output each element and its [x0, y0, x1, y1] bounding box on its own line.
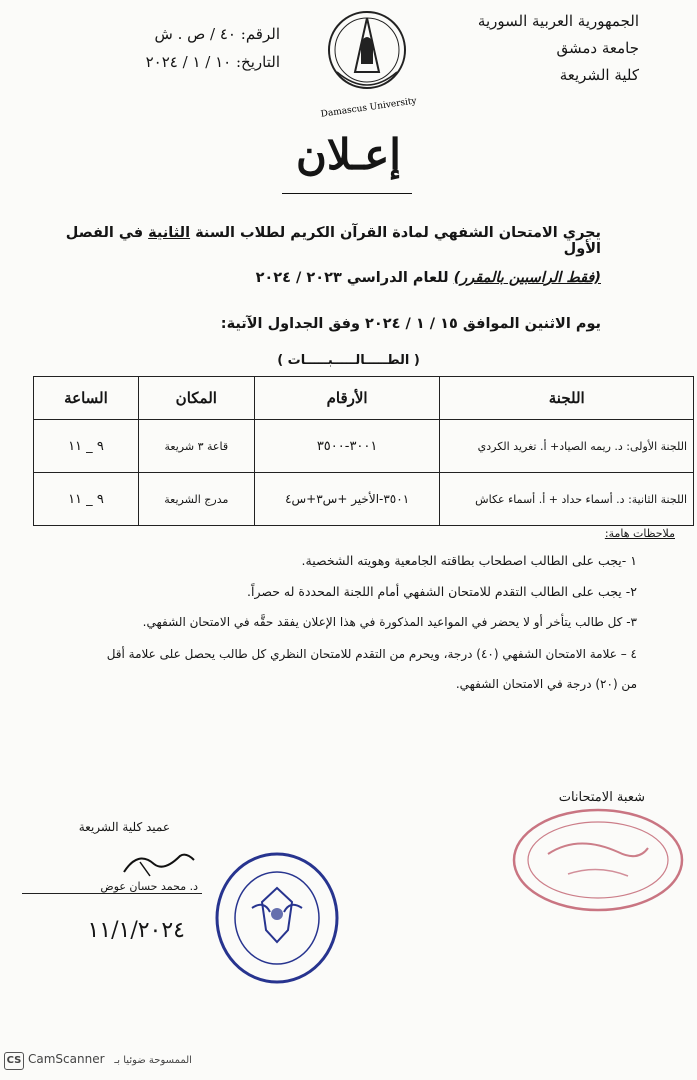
- academic-year: للعام الدراسي ٢٠٢٣ / ٢٠٢٤: [255, 270, 454, 286]
- line1-part-a: يجري الامتحان الشفهي لمادة القرآن الكريم لطلاب السنة: [190, 225, 601, 241]
- students-heading: ( الطـــــالـــــبـــــات ): [277, 353, 420, 368]
- time-cell: ٩ _ ١١: [34, 420, 139, 473]
- notes-heading: ملاحظات هامة:: [604, 527, 675, 540]
- signature-line: [22, 893, 202, 894]
- scanner-watermark: [4, 1052, 244, 1074]
- announcement-line-1: [41, 225, 601, 257]
- exams-department: شعبة الامتحانات: [558, 790, 645, 805]
- ministry-header: [419, 8, 639, 89]
- header-place: المكان: [138, 377, 254, 420]
- dean-title: عميد كلية الشريعة: [78, 820, 170, 834]
- header-numbers: الأرقام: [254, 377, 440, 420]
- country-name: الجمهورية العربية السورية: [477, 12, 639, 30]
- handwritten-date: ١١/١/٢٠٢٤: [87, 918, 185, 943]
- note-item: ٣- كل طالب يتأخر أو لا يحضر في المواعيد المذكورة في هذا الإعلان يفقد حقَّه في الامتحان الشفهي.: [142, 615, 637, 629]
- time-cell: ٩ _ ١١: [34, 473, 139, 526]
- document-date: التاريخ: ١٠ / ١ / ٢٠٢٤: [145, 53, 280, 71]
- reference-block: [80, 20, 280, 76]
- camscanner-icon: CS: [4, 1052, 24, 1070]
- table-header-row: [34, 377, 694, 420]
- dean-name: د. محمد حسان عوض: [100, 880, 198, 893]
- page-title: إعـلان: [296, 130, 401, 179]
- title-underline: [282, 193, 412, 194]
- numbers-cell: ٣٠٠١-٣٥٠٠: [254, 420, 440, 473]
- exam-date-line: يوم الاثنين الموافق ١٥ / ١ / ٢٠٢٤ وفق الجداول الآتية:: [220, 316, 601, 332]
- place-cell: مدرج الشريعة: [138, 473, 254, 526]
- line1-year: الثانية: [148, 225, 191, 241]
- university-logo: [317, 2, 421, 122]
- note-item: ٤ – علامة الامتحان الشفهي (٤٠) درجة، ويحرم من التقدم للامتحان النظري كل طالب يحصل على علامة أقل: [106, 647, 637, 661]
- header-time: الساعة: [34, 377, 139, 420]
- logo-caption: Damascus University: [320, 96, 418, 120]
- scanner-caption: الممسوحة ضوئيا بـ: [114, 1055, 192, 1066]
- exams-stamp: [508, 804, 688, 916]
- failed-only-note: (فقط الراسبين بالمقرر): [453, 270, 601, 286]
- table-row: [34, 473, 694, 526]
- place-cell: قاعة ٣ شريعة: [138, 420, 254, 473]
- announcement-line-2: [41, 270, 601, 286]
- university-name: جامعة دمشق: [556, 39, 639, 57]
- faculty-name: كلية الشريعة: [559, 66, 639, 84]
- scanner-name: CamScanner: [28, 1052, 105, 1066]
- note-item: ٢- يجب على الطالب التقدم للامتحان الشفهي أمام اللجنة المحددة له حصراً.: [247, 584, 637, 599]
- reference-number: الرقم: ٤٠ / ص . ش: [154, 25, 280, 43]
- dean-seal: [212, 850, 342, 986]
- schedule-table: [33, 376, 694, 526]
- numbers-cell: ٣٥٠١-الأخير +س٣+س٤: [254, 473, 440, 526]
- table-row: [34, 420, 694, 473]
- line1-part-c: في الفصل الأول: [65, 225, 601, 257]
- committee-cell: اللجنة الأولى: د. ريمه الصياد+ أ. تغريد الكردي: [440, 420, 694, 473]
- committee-cell: اللجنة الثانية: د. أسماء حداد + أ. أسماء عكاش: [440, 473, 694, 526]
- note-item: من (٢٠) درجة في الامتحان الشفهي.: [455, 677, 637, 691]
- header-committee: اللجنة: [440, 377, 694, 420]
- note-item: ١ -يجب على الطالب اصطحاب بطاقته الجامعية وهويته الشخصية.: [301, 553, 637, 568]
